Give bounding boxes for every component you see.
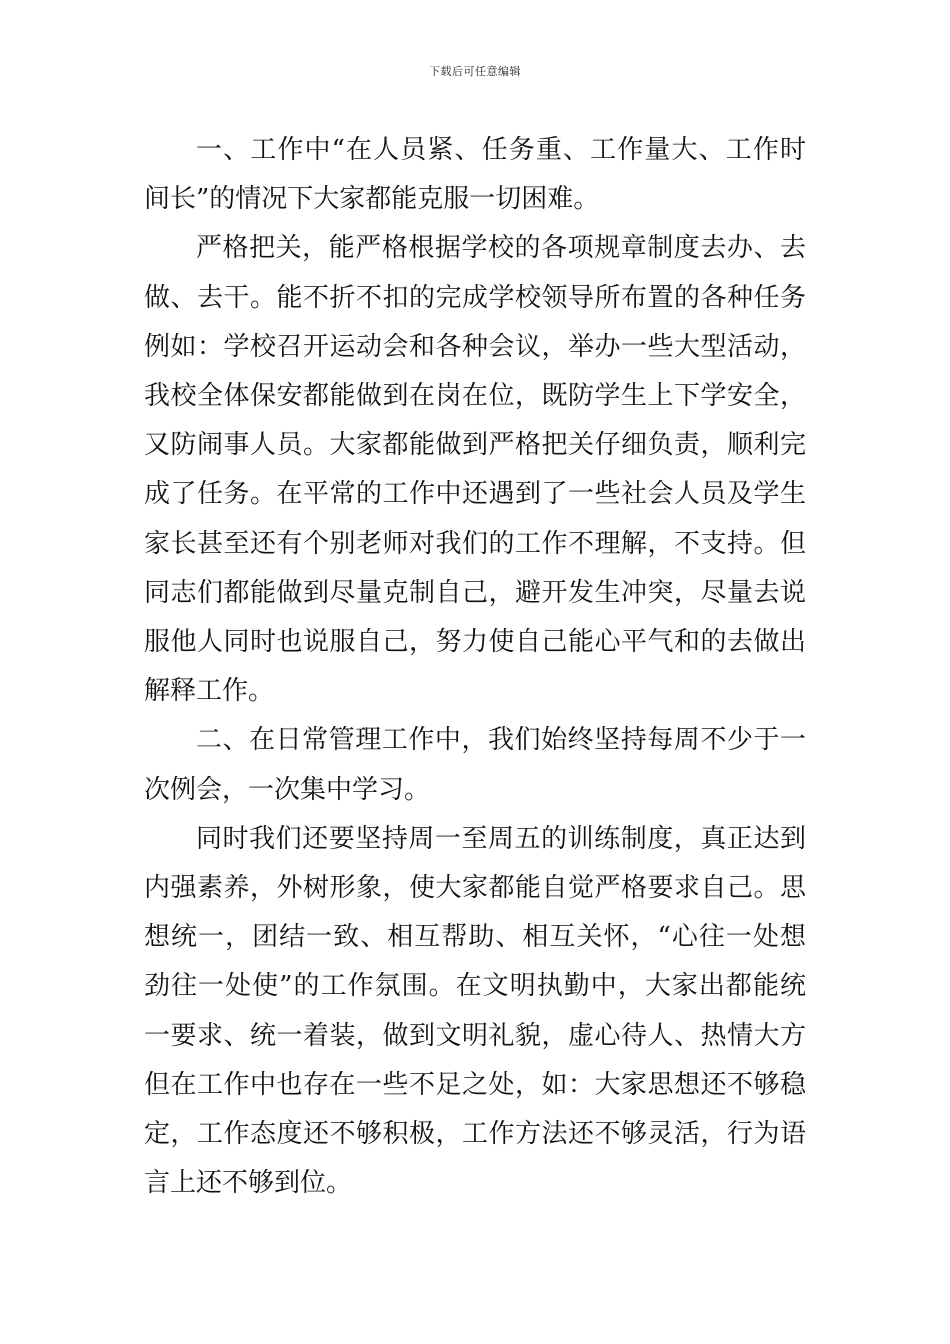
paragraph-3: 二、在日常管理工作中，我们始终坚持每周不少于一次例会，一次集中学习。 <box>144 725 806 805</box>
paragraph-1: 一、工作中“在人员紧、任务重、工作量大、工作时间长”的情况下大家都能克服一切困难。 <box>144 135 806 215</box>
paragraph-4: 同时我们还要坚持周一至周五的训练制度，真正达到内强素养，外树形象，使大家都能自觉严格要求自己。思想统一，团结一致、相互帮助、相互关怀，“心往一处想劲往一处使”的工作氛围。在文明执勤中，大家出都能统一要求、统一着装，做到文明礼貌，虚心待人、热情大方但在工作中也存在一些不足之处，如：大家思想还不够稳定，工作态度还不够积极，工作方法还不够灵活，行为语言上还不够到位。 <box>144 823 806 1199</box>
paragraph-2: 严格把关，能严格根据学校的各项规章制度去办、去做、去干。能不折不扣的完成学校领导所布置的各种任务例如：学校召开运动会和各种会议，举办一些大型活动，我校全体保安都能做到在岗在位，既防学生上下学安全，又防闹事人员。大家都能做到严格把关仔细负责，顺利完成了任务。在平常的工作中还遇到了一些社会人员及学生家长甚至还有个别老师对我们的工作不理解，不支持。但同志们都能做到尽量克制自己，避开发生冲突，尽量去说服他人同时也说服自己，努力使自己能心平气和的去做出解释工作。 <box>144 233 806 707</box>
document-body <box>144 126 806 1208</box>
page-header-note: 下载后可任意编辑 <box>429 65 521 78</box>
